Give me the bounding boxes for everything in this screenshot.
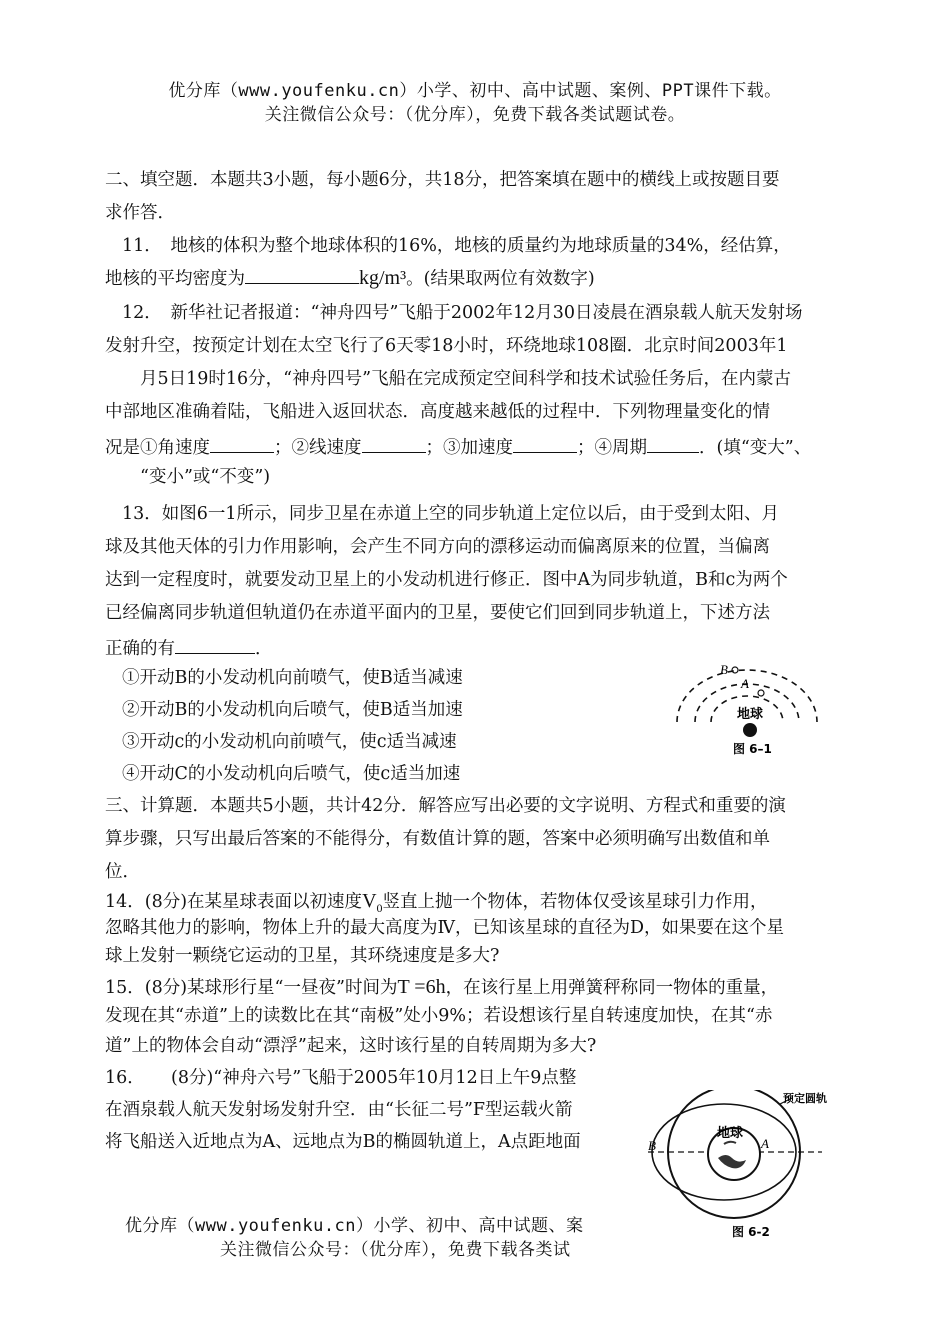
q13-option-3: ③开动c的小发动机向前喷气，使c适当减速 [122,732,457,752]
section3-title: 三、计算题．本题共5小题，共计42分．解答应写出必要的文字说明、方程式和重要的演 [105,796,786,816]
figure-6-1-caption: 图 6–1 [733,742,772,756]
q15-text-cont: ，在该行星上用弹簧秤称同一物体的重量， [445,978,779,998]
q12-blank-1[interactable] [210,435,274,453]
q15-line-1 [105,975,778,999]
header-line-1: 优分库（www.youfenku.cn）小学、初中、高中试题、案例、PPT课件下载。 [168,81,782,101]
section2-title-cont: 求作答． [105,203,175,223]
figure-6-2-earth-label: 地球 [717,1126,744,1141]
figure-6-2-caption: 图 6-2 [732,1225,770,1239]
satellite-b [732,667,738,673]
q15-line-2: 发现在其“赤道”上的读数比在其“南极”处小9%；若设想该行星自转速度加快，在其“赤 [105,1006,773,1026]
q12-line-1: 12． 新华社记者报道：“神舟四号”飞船于2002年12月30日凌晨在酒泉载人航天发射场 [122,303,803,323]
q11-text: 地核的平均密度为 [105,269,245,289]
footer-line-1: 优分库（www.youfenku.cn）小学、初中、高中试题、案 [125,1216,584,1236]
q12-line-5 [105,435,811,459]
figure-6-2-label-a: A [761,1136,769,1151]
figure-6-2 [640,1090,840,1242]
q15-line-3: 道”上的物体会自动“漂浮”起来，这时该行星的自转周期为多大? [105,1036,597,1056]
figure-6-2-label-b: B [648,1138,656,1153]
q13-answer-blank[interactable] [175,636,255,654]
q13-line-4: 已经偏离同步轨道但轨道仍在赤道平面内的卫星，要使它们回到同步轨道上，下述方法 [105,603,770,623]
q11-line-1: 11． 地核的体积为整个地球体积的16%，地核的质量约为地球质量的34%，经估算， [122,236,791,256]
q15-formula: T =6h [397,976,446,998]
figure-6-2-orbit-label: 预定圆轨 [783,1092,827,1105]
figure-6-1-label-b: B [720,662,728,677]
q14-line-3: 球上发射一颗绕它运动的卫星，其环绕速度是多大? [105,946,500,966]
q14-v-sub: 0 [376,901,383,915]
q11-note: 。(结果取两位有效数字) [406,269,595,289]
satellite-c [758,690,764,696]
q13-text: 正确的有 [105,639,175,659]
q12-fill-hint: ．(填“变大”、 [699,438,812,458]
q12-line-3: 月5日19时16分，“神舟四号”飞船在完成预定空间科学和技术试验任务后，在内蒙古 [140,369,792,389]
figure-6-1-earth-label: 地球 [737,707,764,722]
q15-text: 15．(8分)某球形行星“一昼夜”时间为 [105,978,398,998]
q14-text: 14．(8分)在某星球表面以初速度 [105,892,363,912]
q11-line-2 [105,266,595,290]
q14-line-2: 忽略其他力的影响，物体上升的最大高度为Ⅳ，已知该星球的直径为D，如果要在这个星 [105,918,785,938]
section2-title: 二、填空题．本题共3小题，每小题6分，共18分，把答案填在题中的横线上或按题目要 [105,170,780,190]
q12-line-2: 发射升空，按预定计划在太空飞行了6天零18小时，环绕地球108圈．北京时间2003年1 [105,336,788,356]
q13-option-4: ④开动C的小发动机向后喷气，使c适当加速 [122,764,461,784]
q16-line-1: 16． (8分)“神舟六号”飞船于2005年10月12日上午9点整 [105,1068,577,1088]
q13-line-2: 球及其他天体的引力作用影响，会产生不同方向的漂移运动而偏离原来的位置，当偏离 [105,537,770,557]
q13-line-5 [105,636,273,660]
q11-answer-blank[interactable] [245,266,359,284]
q14-line-1 [105,889,768,915]
q12-period: ；④周期 [577,438,647,458]
q13-end: ． [255,639,273,659]
q12-line-4: 中部地区准确着陆，飞船进入返回状态．高度越来越低的过程中．下列物理量变化的情 [105,402,770,422]
q16-line-2: 在酒泉载人航天发射场发射升空．由“长征二号”F型运载火箭 [105,1100,573,1120]
q14-text-cont: 竖直上抛一个物体，若物体仅受该星球引力作用， [382,892,768,912]
earth-icon [743,723,757,737]
q12-linear-velocity: ；②线速度 [274,438,362,458]
q14-v0 [362,890,383,915]
section3-title-cont: 算步骤，只写出最后答案的不能得分，有数值计算的题，答案中必须明确写出数值和单 [105,829,770,849]
q12-blank-3[interactable] [513,435,577,453]
q12-blank-4[interactable] [647,435,699,453]
q13-option-2: ②开动B的小发动机向后喷气，使B适当加速 [122,700,463,720]
q16-line-3: 将飞船送入近地点为A、远地点为B的椭圆轨道上，A点距地面 [105,1132,581,1152]
q12-line-6: “变小”或“不变”) [140,467,271,487]
figure-6-1-label-a: A [741,676,749,691]
q12-angular-velocity: 况是①角速度 [105,438,210,458]
header-line-2: 关注微信公众号：（优分库），免费下载各类试题试卷。 [264,105,686,125]
q13-option-1: ①开动B的小发动机向前喷气，使B适当减速 [122,668,463,688]
q13-line-3: 达到一定程度时，就要发动卫星上的小发动机进行修正．图中A为同步轨道，B和c为两个 [105,570,788,590]
figure-6-1 [665,660,830,760]
q12-blank-2[interactable] [362,435,426,453]
q13-line-1: 13．如图6一1所示，同步卫星在赤道上空的同步轨道上定位以后，由于受到太阳、月 [122,504,780,524]
section3-title-end: 位． [105,862,140,882]
footer-line-2: 关注微信公众号：（优分库），免费下载各类试 [220,1240,571,1260]
q11-unit: kg/m³ [359,267,407,289]
q12-acceleration: ；③加速度 [425,438,513,458]
q14-v: V [362,890,377,912]
